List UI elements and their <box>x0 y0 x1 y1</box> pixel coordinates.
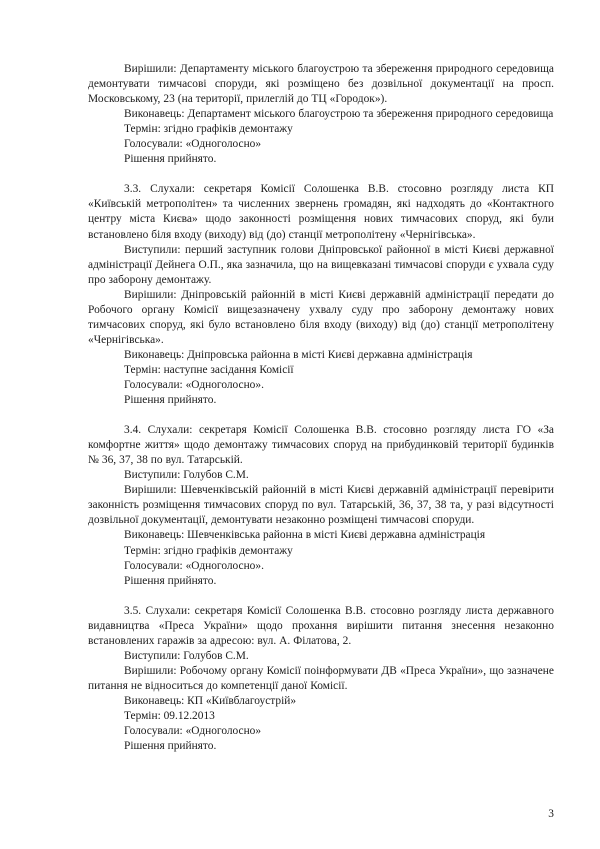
section-3-5 <box>88 604 554 754</box>
vote-line: Голосували: «Одноголосно». <box>124 559 264 572</box>
heard-paragraph: 3.5. Слухали: секретаря Комісії Солошенка В.В. стосовно розгляду листа державного видавництва «Преса України» щодо прохання вирішити питання знесення незаконно встановлених гаражів за адресою: вул. А. Філатова, 2. <box>88 604 554 647</box>
vote-line: Голосували: «Одноголосно» <box>124 138 262 151</box>
resolved-paragraph: Вирішили: Департаменту міського благоустрою та збереження природного середовища демонтувати тимчасові споруди, які розміщено без дозвільної документації на просп. Московському, 23 (на території, прилеглій до ТЦ «Городок»). <box>88 63 554 106</box>
section-3-4 <box>88 423 554 589</box>
deadline-line: Термін: наступне засідання Комісії <box>124 363 294 376</box>
page-number: 3 <box>548 808 554 820</box>
resolved-paragraph: Вирішили: Шевченківській районній в місті Києві державній адміністрації перевірити законність розміщення тимчасових споруд по вул. Татарській, 36, 37, 38 та, у разі відсутності дозвільної документації, демонтувати незаконно розміщені тимчасові споруди. <box>88 484 554 527</box>
decision-line: Рішення прийнято. <box>124 740 217 753</box>
paragraph-spacer <box>88 408 554 423</box>
decision-line: Рішення прийнято. <box>124 574 217 587</box>
heard-paragraph: 3.3. Слухали: секретаря Комісії Солошенка В.В. стосовно розгляду листа КП «Київській метрополітен» та численних звернень громадян, які надходять до «Контактного центру міста Києва» щодо законності розміщення нових тимчасових споруд, які були встановлено біля входу (виходу) від (до) станції метрополітену «Чернігівська». <box>88 183 554 241</box>
spoke-line: Виступили: Голубов С.М. <box>124 649 249 662</box>
vote-line: Голосували: «Одноголосно». <box>124 378 264 391</box>
deadline-line: Термін: 09.12.2013 <box>124 710 215 723</box>
section-3-3 <box>88 182 554 408</box>
deadline-line: Термін: згідно графіків демонтажу <box>124 544 293 557</box>
executor-line: Виконавець: Дніпровська районна в місті Києві державна адміністрація <box>124 348 473 361</box>
decision-line: Рішення прийнято. <box>124 394 217 407</box>
section-2-continued <box>88 62 554 167</box>
document-body <box>88 62 554 754</box>
paragraph-spacer <box>88 167 554 182</box>
executor-paragraph: Виконавець: Департамент міського благоустрою та збереження природного середовища <box>124 108 554 121</box>
resolved-paragraph: Вирішили: Робочому органу Комісії поінформувати ДВ «Преса України», що зазначене питання не відноситься до компетенції даної Комісії. <box>88 664 554 692</box>
spoke-paragraph: Виступили: перший заступник голови Дніпровської районної в місті Києві державної адміністрації Дейнега О.П., яка зазначила, що на вищевказані тимчасові споруди є ухвала суду про заборону демонтажу. <box>88 243 554 286</box>
executor-line: Виконавець: Шевченківська районна в місті Києві державна адміністрація <box>124 529 486 542</box>
resolved-paragraph: Вирішили: Дніпровській районній в місті Києві державній адміністрації передати до Робочого органу Комісії вищезазначену ухвалу суду про заборону демонтажу нових тимчасових споруд, які було встановлено біля входу (виходу) від (до) станції метрополітену «Чернігівська». <box>88 288 554 346</box>
heard-paragraph: 3.4. Слухали: секретаря Комісії Солошенка В.В. стосовно розгляду листа ГО «За комфортне життя» щодо демонтажу тимчасових споруд на прибудинковій території будинків № 36, 37, 38 по вул. Татарській. <box>88 424 554 467</box>
decision-line: Рішення прийнято. <box>124 153 217 166</box>
executor-line: Виконавець: КП «Київблагоустрій» <box>124 694 297 707</box>
paragraph-spacer <box>88 589 554 604</box>
spoke-line: Виступили: Голубов С.М. <box>124 469 249 482</box>
deadline-line: Термін: згідно графіків демонтажу <box>124 123 293 136</box>
vote-line: Голосували: «Одноголосно» <box>124 725 262 738</box>
